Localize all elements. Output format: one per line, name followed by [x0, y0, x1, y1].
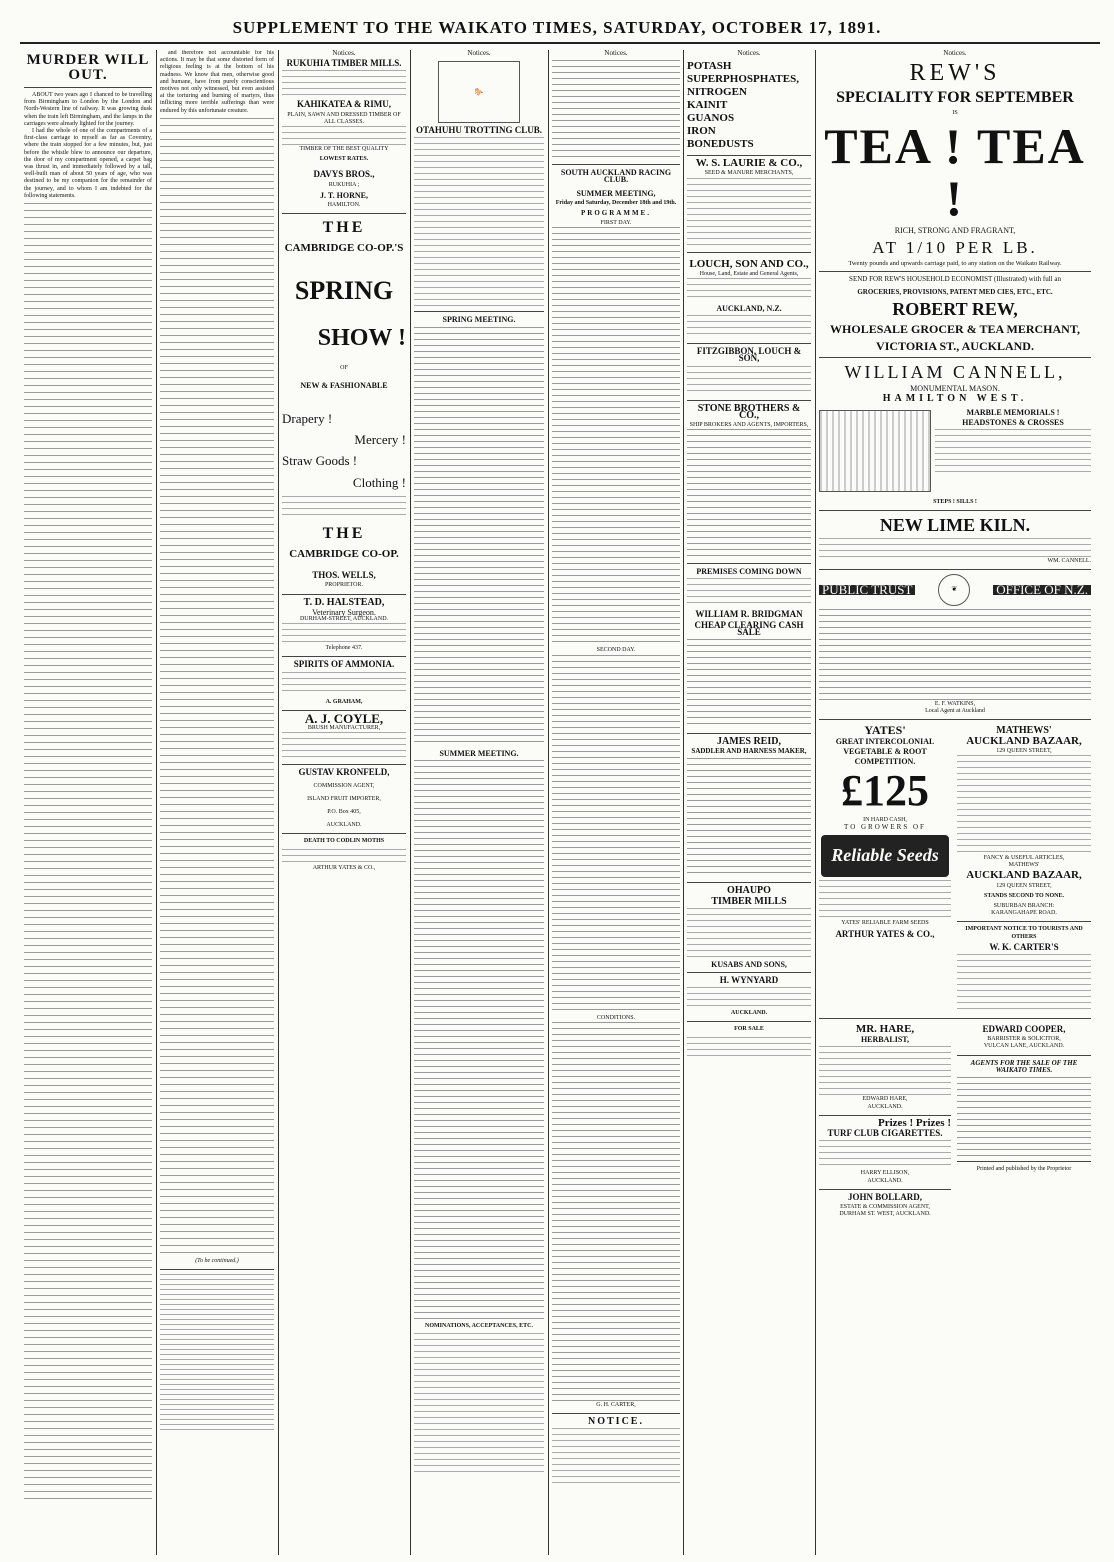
notices-heading: Notices. — [737, 50, 761, 57]
cannell-name: WILLIAM CANNELL, — [844, 362, 1066, 383]
po-box: P.O. Box 405, — [327, 808, 361, 815]
notice-text — [687, 278, 811, 302]
column-7 — [819, 50, 1091, 1555]
notices-heading: Notices. — [332, 50, 356, 57]
divider — [957, 1055, 1091, 1056]
notice-text — [819, 1140, 951, 1170]
laurie-subtitle: SEED & MANURE MERCHANTS, — [704, 170, 794, 177]
superphosphates-line: SUPERPHOSPHATES, — [687, 73, 799, 86]
auckland-nz: AUCKLAND, N.Z. — [716, 304, 782, 314]
barrister-title: BARRISTER & SOLICITOR, — [987, 1036, 1061, 1043]
column-divider — [156, 50, 157, 1555]
notice-text — [957, 954, 1091, 1014]
arthur-yates-name: ARTHUR YATES & CO., — [835, 928, 935, 939]
codlin-heading: DEATH TO CODLIN MOTHS — [303, 838, 385, 845]
auckland-location: AUCKLAND. — [326, 822, 362, 829]
carter-name: G. H. CARTER, — [596, 1401, 636, 1408]
article-title: MURDER WILL OUT. — [26, 52, 150, 83]
column-divider — [548, 50, 549, 1555]
proprietor-text: PROPRIETOR. — [324, 582, 364, 589]
notice-text — [819, 538, 1091, 558]
rews-heading: REW'S — [909, 60, 1001, 87]
fitzgibbon-name: FITZGIBBON, LOUCH & SON, — [696, 346, 802, 364]
steps-sills: STEPS ! SILLS ! — [933, 498, 977, 505]
coyle-name: A. J. COYLE, — [304, 710, 384, 726]
notice-text — [687, 178, 811, 248]
durham-street: DURHAM-STREET, AUCKLAND. — [299, 616, 389, 623]
halstead-name: T. D. HALSTEAD, — [303, 596, 385, 608]
carter-coaches: W. K. CARTER'S — [989, 941, 1059, 952]
notices-heading: Notices. — [467, 50, 491, 57]
suburban-branch: SUBURBAN BRANCH: — [993, 903, 1055, 910]
great-intercolonial: GREAT INTERCOLONIAL — [835, 736, 935, 746]
column-1 — [24, 50, 152, 1555]
divider — [24, 87, 152, 88]
notice-text — [282, 623, 406, 645]
notice-text — [282, 849, 406, 865]
laurie-name: W. S. LAURIE & CO., — [695, 157, 803, 170]
is-text: IS — [952, 110, 958, 117]
column-3 — [282, 50, 406, 1555]
clothing-text: Clothing ! — [352, 474, 406, 490]
notices-heading: Notices. — [943, 50, 967, 57]
cambridge-heading: CAMBRIDGE CO-OP.'S — [284, 242, 404, 255]
notice-text — [552, 60, 680, 160]
yates-name: ARTHUR YATES & CO., — [312, 864, 376, 871]
nitrogen-line: NITROGEN — [687, 86, 747, 99]
wholesale-grocer: WHOLESALE GROCER & TEA MERCHANT, — [830, 322, 1080, 337]
divider — [687, 972, 811, 973]
notice-text — [687, 429, 811, 559]
iron-line: IRON — [687, 125, 716, 138]
divider — [282, 213, 406, 214]
trust-office-table — [819, 609, 1091, 701]
divider — [819, 510, 1091, 511]
column-2 — [160, 50, 274, 1555]
auckland-location: AUCKLAND. — [867, 1103, 903, 1110]
queen-street: 129 QUEEN STREET, — [996, 747, 1052, 754]
public-trust-label: PUBLIC TRUST — [819, 585, 915, 594]
notice-text — [819, 880, 951, 920]
premises-heading: PREMISES COMING DOWN — [696, 567, 802, 577]
article-continued: and therefore not accountable for his actions. It may be that some distorted form of religious feeling is at the bottom of his madness. We know that men, otherwise good and humane, have from purely conscientious motives not only witnessed, but even assisted at the torturing and burning of martyrs, thus inflicting more terrible sufferings than were endured by this unfortunate creature. — [160, 50, 274, 114]
printed-by: Printed and published by the Proprietor — [976, 1166, 1072, 1173]
rukuhia-location: RUKUHIA ; — [328, 181, 360, 188]
louch-name: LOUCH, SON AND CO., — [689, 257, 809, 270]
notice-text — [687, 639, 811, 729]
queen-street-2: 129 QUEEN STREET, — [996, 882, 1052, 889]
agents-list — [957, 1077, 1091, 1157]
show-heading: SHOW ! — [317, 324, 406, 351]
notice-text — [687, 578, 811, 608]
rukuhia-heading: RUKUHIA TIMBER MILLS. — [286, 58, 402, 69]
local-agent: Local Agent at Auckland — [925, 708, 985, 715]
edward-hare: EDWARD HARE, — [862, 1096, 908, 1103]
monument-illustration — [819, 410, 931, 492]
column-divider — [278, 50, 279, 1555]
column-divider — [815, 50, 816, 1555]
divider — [687, 343, 811, 344]
race-program-text — [414, 760, 544, 1320]
davys-bros: DAVYS BROS., — [313, 169, 375, 180]
first-day-races — [552, 227, 680, 647]
summer-meeting-heading: SUMMER MEETING. — [439, 748, 519, 758]
mathews-heading-2: MATHEWS' — [1008, 862, 1040, 869]
to-growers: TO GROWERS OF — [844, 823, 926, 832]
auckland-bazaar-2: AUCKLAND BAZAAR, — [966, 869, 1082, 882]
yates-competition — [819, 724, 951, 1014]
divider — [819, 1018, 1091, 1019]
divider — [160, 1269, 274, 1270]
notice-text — [282, 732, 406, 760]
divider — [552, 164, 680, 165]
turf-club-cigarettes: TURF CLUB CIGARETTES. — [827, 1128, 943, 1139]
estate-commission: ESTATE & COMMISSION AGENT, — [840, 1203, 930, 1210]
first-day-heading: FIRST DAY. — [600, 220, 632, 227]
vet-title: Veterinary Surgeon. — [312, 607, 376, 617]
reid-name: JAMES REID, — [717, 736, 781, 748]
article-paragraph: I had the whole of one of the compartments of a first-class carriage to myself as far as Coventry, where the train stopped for a few minutes, but, just before the whistle blew to announce our departure, the door of my compartment opened, a carpet bag was thrust in, and immediately followed by a tall, well-built man of about 50 years of age, who was destined to be my companion for the remainder of the journey, and to whom I am indebted for the following statements. — [24, 128, 152, 199]
hamilton-location: HAMILTON. — [327, 202, 361, 209]
divider — [687, 882, 811, 883]
timber-quality: TIMBER OF THE BEST QUALITY — [299, 146, 389, 153]
notice-text — [957, 755, 1091, 855]
divider — [819, 1115, 951, 1116]
notice-text — [687, 758, 811, 878]
bonedusts-line: BONEDUSTS — [687, 138, 754, 151]
brush-manufacturer: BRUSH MANUFACTURER, — [307, 725, 381, 732]
divider — [819, 357, 1091, 358]
bollard-name: JOHN BOLLARD, — [847, 1191, 922, 1202]
divider — [282, 764, 406, 765]
the-heading: THE — [322, 219, 366, 237]
divider — [687, 1021, 811, 1022]
ellison-name: HARRY ELLISON, — [860, 1170, 910, 1177]
island-fruit: ISLAND FRUIT IMPORTER, — [307, 795, 381, 802]
yates-heading: YATES' — [864, 723, 906, 738]
rich-strong-text: RICH, STRONG AND FRAGRANT, — [894, 226, 1016, 236]
groceries-text: GROCERIES, PROVISIONS, PATENT MED CIES, ETC., ETC. — [857, 288, 1053, 297]
wynyard-name: H. WYNYARD — [719, 975, 779, 986]
column-divider — [410, 50, 411, 1555]
guanos-line: GUANOS — [687, 112, 735, 125]
ammonia-heading: SPIRITS OF AMMONIA. — [293, 659, 395, 670]
important-notice: IMPORTANT NOTICE TO TOURISTS AND OTHERS — [965, 926, 1083, 940]
vulcan-lane: VULCAN LANE, AUCKLAND. — [983, 1043, 1065, 1050]
spring-heading: SPRING — [294, 275, 394, 305]
kronfeld-name: GUSTAV KRONFELD, — [298, 767, 390, 778]
prizes-heading: Prizes ! Prizes ! — [878, 1116, 951, 1129]
cooper-name: EDWARD COOPER, — [982, 1024, 1066, 1035]
programme-heading: PROGRAMME. — [581, 209, 651, 218]
of-text: OF — [340, 364, 348, 371]
reid-subtitle: SADDLER AND HARNESS MAKER, — [691, 747, 807, 756]
club-officers-text — [414, 137, 544, 307]
divider — [687, 155, 811, 156]
notice-text — [552, 1428, 680, 1488]
spring-meeting-heading: SPRING MEETING. — [442, 315, 516, 325]
drapery-text: Drapery ! — [282, 411, 333, 427]
potash-line: POTASH — [687, 60, 732, 73]
notice-text — [687, 1037, 811, 1057]
lime-kiln-heading: NEW LIME KILN. — [879, 514, 1031, 535]
auckland-location: AUCKLAND. — [730, 1010, 768, 1017]
for-sale-heading: FOR SALE — [734, 1026, 764, 1033]
telephone-number: Telephone 437. — [325, 645, 363, 652]
karangahape-road: KARANGAHAPE ROAD. — [991, 910, 1057, 917]
mathews-heading: MATHEWS' — [996, 725, 1052, 737]
notice-text — [819, 1046, 951, 1096]
summer-meeting-heading: SUMMER MEETING, — [576, 188, 656, 198]
notice-text — [687, 315, 811, 339]
nominations-heading: NOMINATIONS, ACCEPTANCES, ETC. — [425, 1322, 533, 1329]
masthead: SUPPLEMENT TO THE WAIKATO TIMES, SATURDAY, OCTOBER 17, 1891. — [232, 18, 882, 37]
column-4 — [414, 50, 544, 1555]
herbalist-title: HERBALIST, — [860, 1035, 910, 1045]
straw-goods-text: Straw Goods ! — [282, 453, 358, 469]
vegetable-root: VEGETABLE & ROOT — [843, 746, 927, 756]
second-day-races — [552, 655, 680, 1015]
lowest-rates: LOWEST RATES. — [319, 156, 369, 163]
auckland-location-2: AUCKLAND. — [867, 1177, 903, 1184]
headstones-crosses: HEADSTONES & CROSSES — [962, 417, 1064, 427]
notice-text — [282, 126, 406, 146]
sarc-heading: SOUTH AUCKLAND RACING CLUB. — [560, 168, 672, 185]
divider — [282, 594, 406, 595]
mercery-text: Mercery ! — [354, 432, 406, 448]
divider — [687, 733, 811, 734]
agents-heading: AGENTS FOR THE SALE OF THE WAIKATO TIMES. — [970, 1058, 1078, 1074]
auckland-bazaar: AUCKLAND BAZAAR, — [966, 734, 1082, 747]
durham-st-west: DURHAM ST. WEST, AUCKLAND. — [839, 1211, 931, 1218]
notice-text — [282, 70, 406, 98]
crest-icon: ❦ — [938, 574, 970, 606]
conditions-heading: CONDITIONS. — [596, 1014, 636, 1021]
horse-trotting-icon: 🐎 — [438, 61, 520, 123]
price-heading: AT 1/10 PER LB. — [872, 237, 1038, 257]
fancy-articles: FANCY & USEFUL ARTICLES, — [983, 855, 1065, 862]
article-body-text — [24, 203, 152, 1503]
graham-name: A. GRAHAM, — [325, 698, 363, 705]
divider — [957, 921, 1091, 922]
divider — [687, 563, 811, 564]
cambridge-heading-2: CAMBRIDGE CO-OP. — [289, 548, 399, 561]
race-program-text — [414, 327, 544, 747]
masthead-rule — [20, 42, 1100, 44]
divider — [957, 1161, 1091, 1162]
wells-name: THOS. WELLS, — [312, 570, 376, 581]
nominations-text — [414, 1333, 544, 1473]
notice-text — [935, 429, 1091, 475]
kahikatea-heading: KAHIKATEA & RIMU, — [296, 99, 392, 110]
notice-text — [687, 366, 811, 396]
monumental-mason: MONUMENTAL MASON. — [910, 384, 1000, 394]
otahuhu-heading: OTAHUHU TROTTING CLUB. — [416, 125, 542, 136]
hare-name: MR. HARE, — [855, 1023, 915, 1036]
louch-subtitle: House, Land, Estate and General Agents, — [699, 270, 799, 277]
speciality-heading: SPECIALITY FOR SEPTEMBER — [836, 89, 1074, 107]
send-for-text: SEND FOR REW'S HOUSEHOLD ECONOMIST (Illustrated) with full an — [849, 274, 1061, 283]
stone-name: STONE BROTHERS & CO., — [697, 402, 801, 421]
the-heading-2: THE — [322, 524, 366, 542]
notice-text — [687, 987, 811, 1007]
article-body-text — [160, 118, 274, 1258]
kainit-line: KAINIT — [687, 99, 728, 112]
divider — [819, 271, 1091, 272]
carriage-paid-text: Twenty pounds and upwards carriage paid, to any station on the Waikato Railway. — [848, 259, 1062, 267]
divider — [687, 252, 811, 253]
reliable-seeds-banner: Reliable Seeds — [821, 835, 949, 877]
divider — [282, 656, 406, 657]
kahikatea-subheading: PLAIN, SAWN AND DRESSED TIMBER OF ALL CLASSES. — [287, 111, 401, 125]
stands-second: STANDS SECOND TO NONE. — [983, 892, 1065, 899]
horne-name: J. T. HORNE, — [320, 190, 368, 200]
bridgman-name: WILLIAM R. BRIDGMAN — [695, 609, 803, 620]
divider — [414, 311, 544, 312]
column-6 — [687, 50, 811, 1555]
divider — [819, 569, 1091, 570]
competition-text: COMPETITION. — [854, 757, 916, 767]
divider — [552, 1413, 680, 1414]
article-lead: ABOUT two years ago I chanced to be travelling from Birmingham to London by the London and North-Western line of railway. It was growing dusk when the train left Birmingham, and the lamps in the carriages were already lighted for the journey. — [24, 92, 152, 127]
hamilton-west: HAMILTON WEST. — [882, 393, 1028, 405]
divider — [282, 833, 406, 834]
divider — [819, 719, 1091, 720]
notice-heading: NOTICE. — [588, 1416, 644, 1428]
divider — [819, 1189, 951, 1190]
kiln-signature: WM. CANNELL. — [1047, 557, 1091, 564]
tea-heading: TEA ! TEA ! — [824, 118, 1086, 227]
small-print-text — [160, 1274, 274, 1434]
office-of-nz-label: OFFICE OF N.Z. — [993, 585, 1091, 594]
timber-mills-heading: TIMBER MILLS — [711, 895, 787, 907]
kusabs-name: KUSABS AND SONS, — [711, 959, 787, 969]
ohaupo-heading: OHAUPO — [727, 885, 771, 897]
notice-text — [282, 672, 406, 696]
hard-cash: IN HARD CASH, — [863, 817, 907, 824]
conditions-text — [552, 1022, 680, 1402]
farm-seeds: YATES' RELIABLE FARM SEEDS — [841, 919, 929, 926]
column-5 — [552, 50, 680, 1555]
prize-amount: £125 — [841, 766, 929, 816]
notice-text — [282, 496, 406, 516]
commission-agent: COMMISSION AGENT, — [313, 782, 375, 789]
clearing-sale: CHEAP CLEARING CASH SALE — [694, 619, 804, 637]
stone-subtitle: SHIP BROKERS AND AGENTS, IMPORTERS, — [689, 422, 809, 429]
marble-memorials: MARBLE MEMORIALS ! — [966, 407, 1060, 417]
notices-heading: Notices. — [604, 50, 628, 57]
watkins-name: E. F. WATKINS, — [934, 701, 976, 708]
new-fashionable: NEW & FASHIONABLE — [300, 380, 388, 390]
race-dates: Friday and Saturday, December 18th and 19th. — [555, 199, 677, 206]
to-be-continued: (To be continued.) — [195, 1257, 239, 1264]
robert-rew-name: ROBERT REW, — [892, 299, 1018, 320]
divider — [687, 400, 811, 401]
notice-text — [687, 908, 811, 958]
column-divider — [683, 50, 684, 1555]
second-day-heading: SECOND DAY. — [596, 647, 636, 654]
victoria-street: VICTORIA ST., AUCKLAND. — [876, 339, 1034, 354]
